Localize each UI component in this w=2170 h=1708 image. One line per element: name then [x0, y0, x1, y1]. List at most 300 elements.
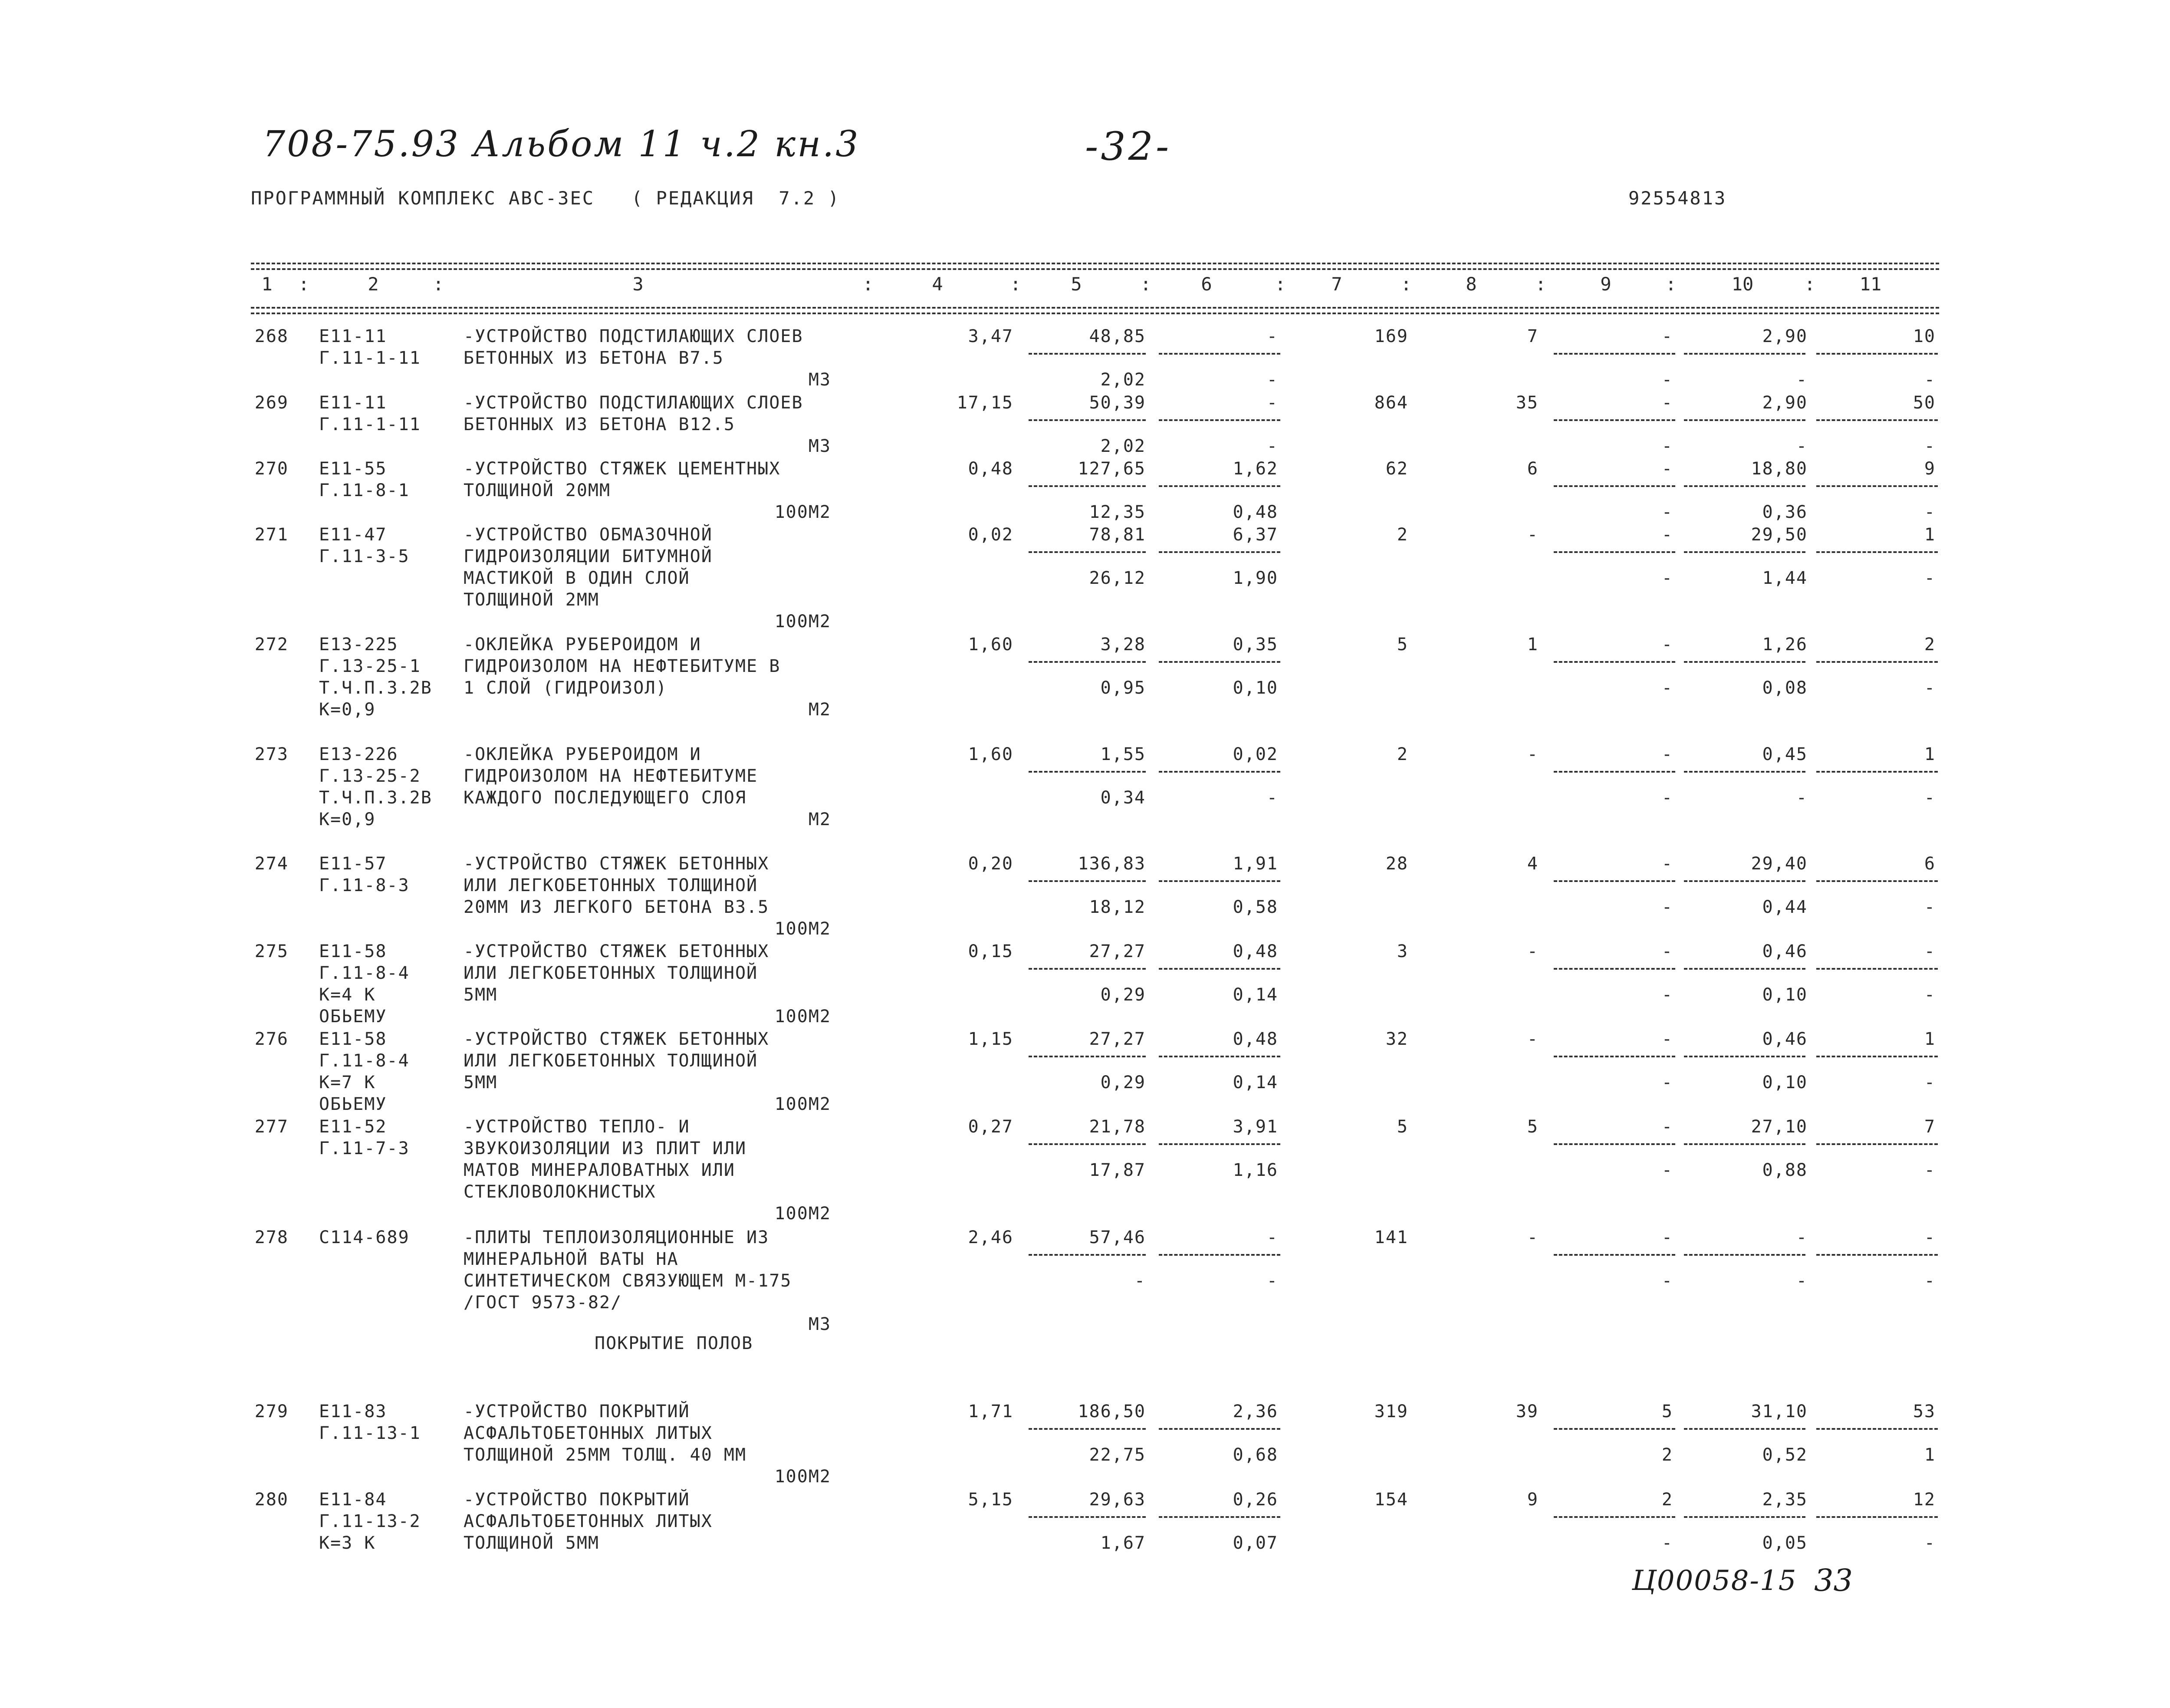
column-separator: : — [1804, 273, 1815, 295]
normative-code: К=0,9 — [319, 810, 376, 829]
col-7-value: 169 — [1374, 326, 1408, 346]
c9-bottom-value: - — [1661, 436, 1673, 456]
c6-top-value: 0,35 — [1233, 635, 1278, 655]
c10-top-value: - — [1796, 1228, 1808, 1247]
unit-of-measure: М3 — [808, 1314, 831, 1334]
normative-code: Е11-83 — [319, 1402, 387, 1422]
c10-bottom-value: 0,10 — [1762, 985, 1808, 1005]
c10-top-value: 0,46 — [1762, 1029, 1808, 1049]
normative-code: Г.11-8-1 — [319, 480, 410, 500]
c5-top-value: 186,50 — [1078, 1402, 1146, 1422]
cell-divider — [1159, 661, 1280, 663]
column-separator: : — [1010, 273, 1021, 295]
col-7-value: 864 — [1374, 393, 1408, 413]
work-description: ИЛИ ЛЕГКОБЕТОННЫХ ТОЛЩИНОЙ — [464, 963, 758, 983]
cell-divider — [1029, 880, 1146, 882]
work-description: -УСТРОЙСТВО СТЯЖЕК ЦЕМЕНТНЫХ — [464, 459, 781, 479]
c5-bottom-value: 2,02 — [1100, 436, 1146, 456]
work-description: -УСТРОЙСТВО ПОКРЫТИЙ — [464, 1490, 690, 1510]
normative-code: Е11-47 — [319, 525, 387, 545]
c11-bottom-value: - — [1924, 370, 1936, 390]
work-description: АСФАЛЬТОБЕТОННЫХ ЛИТЫХ — [464, 1511, 713, 1531]
c10-top-value: 0,46 — [1762, 941, 1808, 961]
cell-divider — [1684, 771, 1805, 773]
c9-bottom-value: - — [1661, 1073, 1673, 1093]
unit-of-measure: М2 — [808, 810, 831, 829]
c9-top-value: - — [1661, 941, 1673, 961]
cell-divider — [1684, 551, 1805, 553]
column-number-9: 9 — [1600, 273, 1611, 295]
row-number: 272 — [254, 635, 289, 655]
cell-divider — [1684, 485, 1805, 487]
c9-top-value: - — [1661, 459, 1673, 479]
c10-bottom-value: - — [1796, 1271, 1808, 1291]
c11-bottom-value: - — [1924, 985, 1936, 1005]
c6-bottom-value: 1,16 — [1233, 1160, 1278, 1180]
normative-code: Г.13-25-1 — [319, 656, 421, 676]
cell-divider — [1554, 485, 1675, 487]
col-7-value: 2 — [1397, 525, 1408, 545]
c11-top-value: 10 — [1913, 326, 1936, 346]
c9-top-value: - — [1661, 1117, 1673, 1137]
c6-top-value: 1,91 — [1233, 854, 1278, 874]
col-7-value: 28 — [1385, 854, 1408, 874]
normative-code: Т.Ч.П.3.2В — [319, 678, 432, 698]
c10-bottom-value: 0,10 — [1762, 1073, 1808, 1093]
c5-bottom-value: 12,35 — [1089, 502, 1146, 522]
column-number-10: 10 — [1731, 273, 1754, 295]
cell-divider — [1029, 1516, 1146, 1518]
work-description: 1 СЛОЙ (ГИДРОИЗОЛ) — [464, 678, 667, 698]
normative-code: Т.Ч.П.3.2В — [319, 788, 432, 808]
c6-bottom-value: 0,58 — [1233, 897, 1278, 917]
c5-top-value: 50,39 — [1089, 393, 1146, 413]
cell-divider — [1029, 1254, 1146, 1256]
normative-code: Г.11-8-3 — [319, 875, 410, 895]
normative-code: Г.11-13-1 — [319, 1423, 421, 1443]
work-description: -ОКЛЕЙКА РУБЕРОИДОМ И — [464, 744, 701, 764]
section-title: ПОКРЫТИЕ ПОЛОВ — [595, 1333, 753, 1353]
col-8-value: 7 — [1527, 326, 1539, 346]
col-8-value: - — [1527, 525, 1539, 545]
normative-code: Е11-57 — [319, 854, 387, 874]
c9-top-value: - — [1661, 326, 1673, 346]
work-description: ГИДРОИЗОЛЯЦИИ БИТУМНОЙ — [464, 546, 713, 566]
cell-divider — [1554, 1516, 1675, 1518]
normative-code: Е11-58 — [319, 1029, 387, 1049]
cell-divider — [1029, 1056, 1146, 1057]
quantity: 1,15 — [968, 1029, 1013, 1049]
c5-bottom-value: 2,02 — [1100, 370, 1146, 390]
c5-top-value: 1,55 — [1100, 744, 1146, 764]
document-code: 92554813 — [1628, 188, 1727, 209]
c9-bottom-value: 2 — [1661, 1445, 1673, 1465]
row-number: 279 — [254, 1402, 289, 1422]
normative-code: Е13-226 — [319, 744, 398, 764]
cell-divider — [1816, 880, 1938, 882]
cell-divider — [1684, 1143, 1805, 1145]
work-description: ИЛИ ЛЕГКОБЕТОННЫХ ТОЛЩИНОЙ — [464, 875, 758, 895]
col-8-value: 39 — [1516, 1402, 1539, 1422]
col-7-value: 5 — [1397, 635, 1408, 655]
c5-top-value: 29,63 — [1089, 1490, 1146, 1510]
c6-top-value: 0,48 — [1233, 941, 1278, 961]
c9-bottom-value: - — [1661, 788, 1673, 808]
c11-bottom-value: 1 — [1924, 1445, 1936, 1465]
cell-divider — [1816, 1254, 1938, 1256]
c10-bottom-value: 0,88 — [1762, 1160, 1808, 1180]
cell-divider — [1029, 661, 1146, 663]
c5-bottom-value: 0,34 — [1100, 788, 1146, 808]
cell-divider — [1029, 968, 1146, 970]
c10-bottom-value: 0,05 — [1762, 1533, 1808, 1553]
column-number-6: 6 — [1201, 273, 1212, 295]
c5-bottom-value: 0,29 — [1100, 1073, 1146, 1093]
unit-of-measure: 100М2 — [774, 1094, 831, 1114]
work-description: -ПЛИТЫ ТЕПЛОИЗОЛЯЦИОННЫЕ ИЗ — [464, 1228, 769, 1247]
cell-divider — [1684, 1428, 1805, 1430]
column-separator: : — [1275, 273, 1286, 295]
column-number-8: 8 — [1466, 273, 1477, 295]
normative-code: К=3 К — [319, 1533, 376, 1553]
c6-bottom-value: 0,14 — [1233, 1073, 1278, 1093]
c6-bottom-value: 0,48 — [1233, 502, 1278, 522]
work-description: МАТОВ МИНЕРАЛОВАТНЫХ ИЛИ — [464, 1160, 735, 1180]
normative-code: Г.11-8-4 — [319, 1051, 410, 1071]
quantity: 0,20 — [968, 854, 1013, 874]
unit-of-measure: М2 — [808, 700, 831, 720]
col-8-value: 5 — [1527, 1117, 1539, 1137]
cell-divider — [1684, 1516, 1805, 1518]
c5-bottom-value: 0,29 — [1100, 985, 1146, 1005]
work-description: -УСТРОЙСТВО ПОКРЫТИЙ — [464, 1402, 690, 1422]
cell-divider — [1684, 661, 1805, 663]
cell-divider — [1816, 1143, 1938, 1145]
cell-divider — [1029, 1428, 1146, 1430]
cell-divider — [1816, 771, 1938, 773]
col-7-value: 5 — [1397, 1117, 1408, 1137]
work-description: ЗВУКОИЗОЛЯЦИИ ИЗ ПЛИТ ИЛИ — [464, 1139, 747, 1158]
c5-top-value: 21,78 — [1089, 1117, 1146, 1137]
column-number-7: 7 — [1331, 273, 1342, 295]
c5-bottom-value: 0,95 — [1100, 678, 1146, 698]
work-description: -УСТРОЙСТВО СТЯЖЕК БЕТОННЫХ — [464, 941, 769, 961]
c11-bottom-value: - — [1924, 897, 1936, 917]
normative-code: Е11-52 — [319, 1117, 387, 1137]
row-number: 278 — [254, 1228, 289, 1247]
col-8-value: - — [1527, 941, 1539, 961]
c10-bottom-value: - — [1796, 370, 1808, 390]
row-number: 280 — [254, 1490, 289, 1510]
cell-divider — [1029, 485, 1146, 487]
c6-bottom-value: - — [1266, 788, 1278, 808]
c5-top-value: 27,27 — [1089, 1029, 1146, 1049]
cell-divider — [1554, 1143, 1675, 1145]
c10-top-value: 18,80 — [1751, 459, 1808, 479]
c9-top-value: - — [1661, 635, 1673, 655]
c6-bottom-value: - — [1266, 436, 1278, 456]
row-number: 275 — [254, 941, 289, 961]
cell-divider — [1554, 1254, 1675, 1256]
c5-top-value: 127,65 — [1078, 459, 1146, 479]
c11-bottom-value: - — [1924, 1271, 1936, 1291]
c6-bottom-value: - — [1266, 370, 1278, 390]
cell-divider — [1554, 771, 1675, 773]
cell-divider — [1159, 353, 1280, 355]
normative-code: Е11-55 — [319, 459, 387, 479]
normative-code: С114-689 — [319, 1228, 410, 1247]
c10-top-value: 29,50 — [1751, 525, 1808, 545]
cell-divider — [1816, 485, 1938, 487]
column-separator: : — [1140, 273, 1151, 295]
normative-code: Г.11-1-11 — [319, 415, 421, 434]
c11-top-value: 1 — [1924, 1029, 1936, 1049]
c11-top-value: 9 — [1924, 459, 1936, 479]
c9-top-value: - — [1661, 525, 1673, 545]
c5-bottom-value: 18,12 — [1089, 897, 1146, 917]
c6-bottom-value: 1,90 — [1233, 568, 1278, 588]
c10-top-value: 2,90 — [1762, 326, 1808, 346]
c6-top-value: 0,48 — [1233, 1029, 1278, 1049]
normative-code: Е13-225 — [319, 635, 398, 655]
cell-divider — [1554, 419, 1675, 421]
cell-divider — [1816, 1056, 1938, 1057]
c11-bottom-value: - — [1924, 1160, 1936, 1180]
c11-bottom-value: - — [1924, 788, 1936, 808]
c11-top-value: 2 — [1924, 635, 1936, 655]
column-number-3: 3 — [632, 273, 644, 295]
c10-top-value: 29,40 — [1751, 854, 1808, 874]
row-number: 273 — [254, 744, 289, 764]
work-description: СТЕКЛОВОЛОКНИСТЫХ — [464, 1182, 656, 1202]
c9-top-value: 5 — [1661, 1402, 1673, 1422]
c9-bottom-value: - — [1661, 370, 1673, 390]
col-8-value: 4 — [1527, 854, 1539, 874]
normative-code: Г.11-13-2 — [319, 1511, 421, 1531]
c11-bottom-value: - — [1924, 1533, 1936, 1553]
normative-code: Е11-58 — [319, 941, 387, 961]
quantity: 1,60 — [968, 744, 1013, 764]
c11-bottom-value: - — [1924, 678, 1936, 698]
c5-bottom-value: - — [1134, 1271, 1146, 1291]
normative-code: Г.13-25-2 — [319, 766, 421, 786]
c6-bottom-value: 0,10 — [1233, 678, 1278, 698]
c11-bottom-value: - — [1924, 502, 1936, 522]
unit-of-measure: М3 — [808, 436, 831, 456]
cell-divider — [1684, 1254, 1805, 1256]
column-number-4: 4 — [932, 273, 943, 295]
col-8-value: 1 — [1527, 635, 1539, 655]
unit-of-measure: 100М2 — [774, 612, 831, 632]
cell-divider — [1816, 353, 1938, 355]
c10-bottom-value: 0,36 — [1762, 502, 1808, 522]
c10-top-value: 0,45 — [1762, 744, 1808, 764]
quantity: 0,02 — [968, 525, 1013, 545]
work-description: АСФАЛЬТОБЕТОННЫХ ЛИТЫХ — [464, 1423, 713, 1443]
c10-bottom-value: - — [1796, 788, 1808, 808]
cell-divider — [1816, 1516, 1938, 1518]
quantity: 2,46 — [968, 1228, 1013, 1247]
col-7-value: 141 — [1374, 1228, 1408, 1247]
cell-divider — [1159, 880, 1280, 882]
cell-divider — [1029, 419, 1146, 421]
col-8-value: 9 — [1527, 1490, 1539, 1510]
cell-divider — [1159, 771, 1280, 773]
work-description: /ГОСТ 9573-82/ — [464, 1293, 622, 1313]
c9-top-value: - — [1661, 854, 1673, 874]
work-description: ГИДРОИЗОЛОМ НА НЕФТЕБИТУМЕ — [464, 766, 758, 786]
work-description: -УСТРОЙСТВО ПОДСТИЛАЮЩИХ СЛОЕВ — [464, 393, 803, 413]
c6-bottom-value: 0,68 — [1233, 1445, 1278, 1465]
row-number: 270 — [254, 459, 289, 479]
c11-top-value: 50 — [1913, 393, 1936, 413]
quantity: 0,15 — [968, 941, 1013, 961]
program-line: ПРОГРАММНЫЙ КОМПЛЕКС АВС-3ЕС ( РЕДАКЦИЯ 7.2 ) — [251, 188, 840, 209]
quantity: 17,15 — [957, 393, 1013, 413]
cell-divider — [1159, 968, 1280, 970]
quantity: 1,60 — [968, 635, 1013, 655]
row-number: 276 — [254, 1029, 289, 1049]
work-description: КАЖДОГО ПОСЛЕДУЮЩЕГО СЛОЯ — [464, 788, 747, 808]
c9-bottom-value: - — [1661, 1160, 1673, 1180]
unit-of-measure: 100М2 — [774, 1204, 831, 1224]
c5-top-value: 78,81 — [1089, 525, 1146, 545]
cell-divider — [1029, 1143, 1146, 1145]
cell-divider — [1816, 661, 1938, 663]
normative-code: Е11-11 — [319, 393, 387, 413]
col-7-value: 2 — [1397, 744, 1408, 764]
row-number: 271 — [254, 525, 289, 545]
work-description: -УСТРОЙСТВО СТЯЖЕК БЕТОННЫХ — [464, 1029, 769, 1049]
cell-divider — [1554, 551, 1675, 553]
c11-top-value: 6 — [1924, 854, 1936, 874]
normative-code: К=0,9 — [319, 700, 376, 720]
c9-bottom-value: - — [1661, 1533, 1673, 1553]
normative-code: ОБЬЕМУ — [319, 1094, 387, 1114]
column-separator: : — [298, 273, 309, 295]
work-description: 20ММ ИЗ ЛЕГКОГО БЕТОНА В3.5 — [464, 897, 769, 917]
work-description: -УСТРОЙСТВО ПОДСТИЛАЮЩИХ СЛОЕВ — [464, 326, 803, 346]
normative-code: Г.11-3-5 — [319, 546, 410, 566]
c5-bottom-value: 17,87 — [1089, 1160, 1146, 1180]
col-8-value: 35 — [1516, 393, 1539, 413]
cell-divider — [1029, 771, 1146, 773]
c6-top-value: - — [1266, 1228, 1278, 1247]
cell-divider — [1159, 1143, 1280, 1145]
row-number: 277 — [254, 1117, 289, 1137]
work-description: ИЛИ ЛЕГКОБЕТОННЫХ ТОЛЩИНОЙ — [464, 1051, 758, 1071]
c10-bottom-value: 0,08 — [1762, 678, 1808, 698]
c5-top-value: 57,46 — [1089, 1228, 1146, 1247]
unit-of-measure: 100М2 — [774, 1467, 831, 1487]
c10-top-value: 2,90 — [1762, 393, 1808, 413]
work-description: ТОЛЩИНОЙ 2ММ — [464, 590, 599, 610]
c6-top-value: - — [1266, 326, 1278, 346]
cell-divider — [1554, 353, 1675, 355]
c6-bottom-value: - — [1266, 1271, 1278, 1291]
c9-bottom-value: - — [1661, 985, 1673, 1005]
cell-divider — [1159, 1056, 1280, 1057]
c10-top-value: 27,10 — [1751, 1117, 1808, 1137]
col-7-value: 3 — [1397, 941, 1408, 961]
c10-bottom-value: - — [1796, 436, 1808, 456]
unit-of-measure: 100М2 — [774, 502, 831, 522]
unit-of-measure: М3 — [808, 370, 831, 390]
c10-top-value: 1,26 — [1762, 635, 1808, 655]
c9-bottom-value: - — [1661, 678, 1673, 698]
column-separator: : — [1401, 273, 1412, 295]
quantity: 1,71 — [968, 1402, 1013, 1422]
col-8-value: - — [1527, 1228, 1539, 1247]
cell-divider — [1554, 1056, 1675, 1057]
normative-code: Г.11-1-11 — [319, 348, 421, 368]
c6-top-value: 0,26 — [1233, 1490, 1278, 1510]
cell-divider — [1159, 419, 1280, 421]
cell-divider — [1159, 485, 1280, 487]
c11-bottom-value: - — [1924, 436, 1936, 456]
c6-bottom-value: 0,14 — [1233, 985, 1278, 1005]
cell-divider — [1684, 419, 1805, 421]
work-description: 5ММ — [464, 1073, 498, 1093]
col-7-value: 62 — [1385, 459, 1408, 479]
col-7-value: 319 — [1374, 1402, 1408, 1422]
normative-code: Е11-11 — [319, 326, 387, 346]
c6-top-value: 1,62 — [1233, 459, 1278, 479]
c6-top-value: - — [1266, 393, 1278, 413]
c9-top-value: - — [1661, 393, 1673, 413]
normative-code: Г.11-7-3 — [319, 1139, 410, 1158]
work-description: СИНТЕТИЧЕСКОМ СВЯЗУЮЩЕМ М-175 — [464, 1271, 792, 1291]
work-description: ТОЛЩИНОЙ 25ММ ТОЛЩ. 40 ММ — [464, 1445, 747, 1465]
work-description: -УСТРОЙСТВО СТЯЖЕК БЕТОННЫХ — [464, 854, 769, 874]
work-description: БЕТОННЫХ ИЗ БЕТОНА В12.5 — [464, 415, 735, 434]
cell-divider — [1554, 968, 1675, 970]
c10-bottom-value: 0,52 — [1762, 1445, 1808, 1465]
row-number: 268 — [254, 326, 289, 346]
work-description: ТОЛЩИНОЙ 20ММ — [464, 480, 611, 500]
row-number: 269 — [254, 393, 289, 413]
c6-top-value: 3,91 — [1233, 1117, 1278, 1137]
handwritten-page-number: -32- — [1085, 124, 1172, 169]
cell-divider — [1684, 353, 1805, 355]
column-number-1: 1 — [261, 273, 273, 295]
cell-divider — [1816, 968, 1938, 970]
work-description: -УСТРОЙСТВО ОБМАЗОЧНОЙ — [464, 525, 713, 545]
c9-bottom-value: - — [1661, 568, 1673, 588]
c5-top-value: 48,85 — [1089, 326, 1146, 346]
c5-bottom-value: 1,67 — [1100, 1533, 1146, 1553]
col-8-value: - — [1527, 1029, 1539, 1049]
c5-bottom-value: 22,75 — [1089, 1445, 1146, 1465]
c5-bottom-value: 26,12 — [1089, 568, 1146, 588]
work-description: -ОКЛЕЙКА РУБЕРОИДОМ И — [464, 635, 701, 655]
cell-divider — [1029, 551, 1146, 553]
c9-top-value: - — [1661, 1228, 1673, 1247]
cell-divider — [1159, 1428, 1280, 1430]
row-number: 274 — [254, 854, 289, 874]
col-7-value: 32 — [1385, 1029, 1408, 1049]
c11-top-value: 53 — [1913, 1402, 1936, 1422]
work-description: ТОЛЩИНОЙ 5ММ — [464, 1533, 599, 1553]
handwritten-footer-sheet: 33 — [1814, 1563, 1853, 1598]
c11-top-value: 1 — [1924, 744, 1936, 764]
c11-top-value: 1 — [1924, 525, 1936, 545]
c6-bottom-value: 0,07 — [1233, 1533, 1278, 1553]
work-description: ГИДРОИЗОЛОМ НА НЕФТЕБИТУМЕ В — [464, 656, 781, 676]
column-separator: : — [433, 273, 444, 295]
normative-code: Е11-84 — [319, 1490, 387, 1510]
column-separator: : — [1535, 273, 1546, 295]
